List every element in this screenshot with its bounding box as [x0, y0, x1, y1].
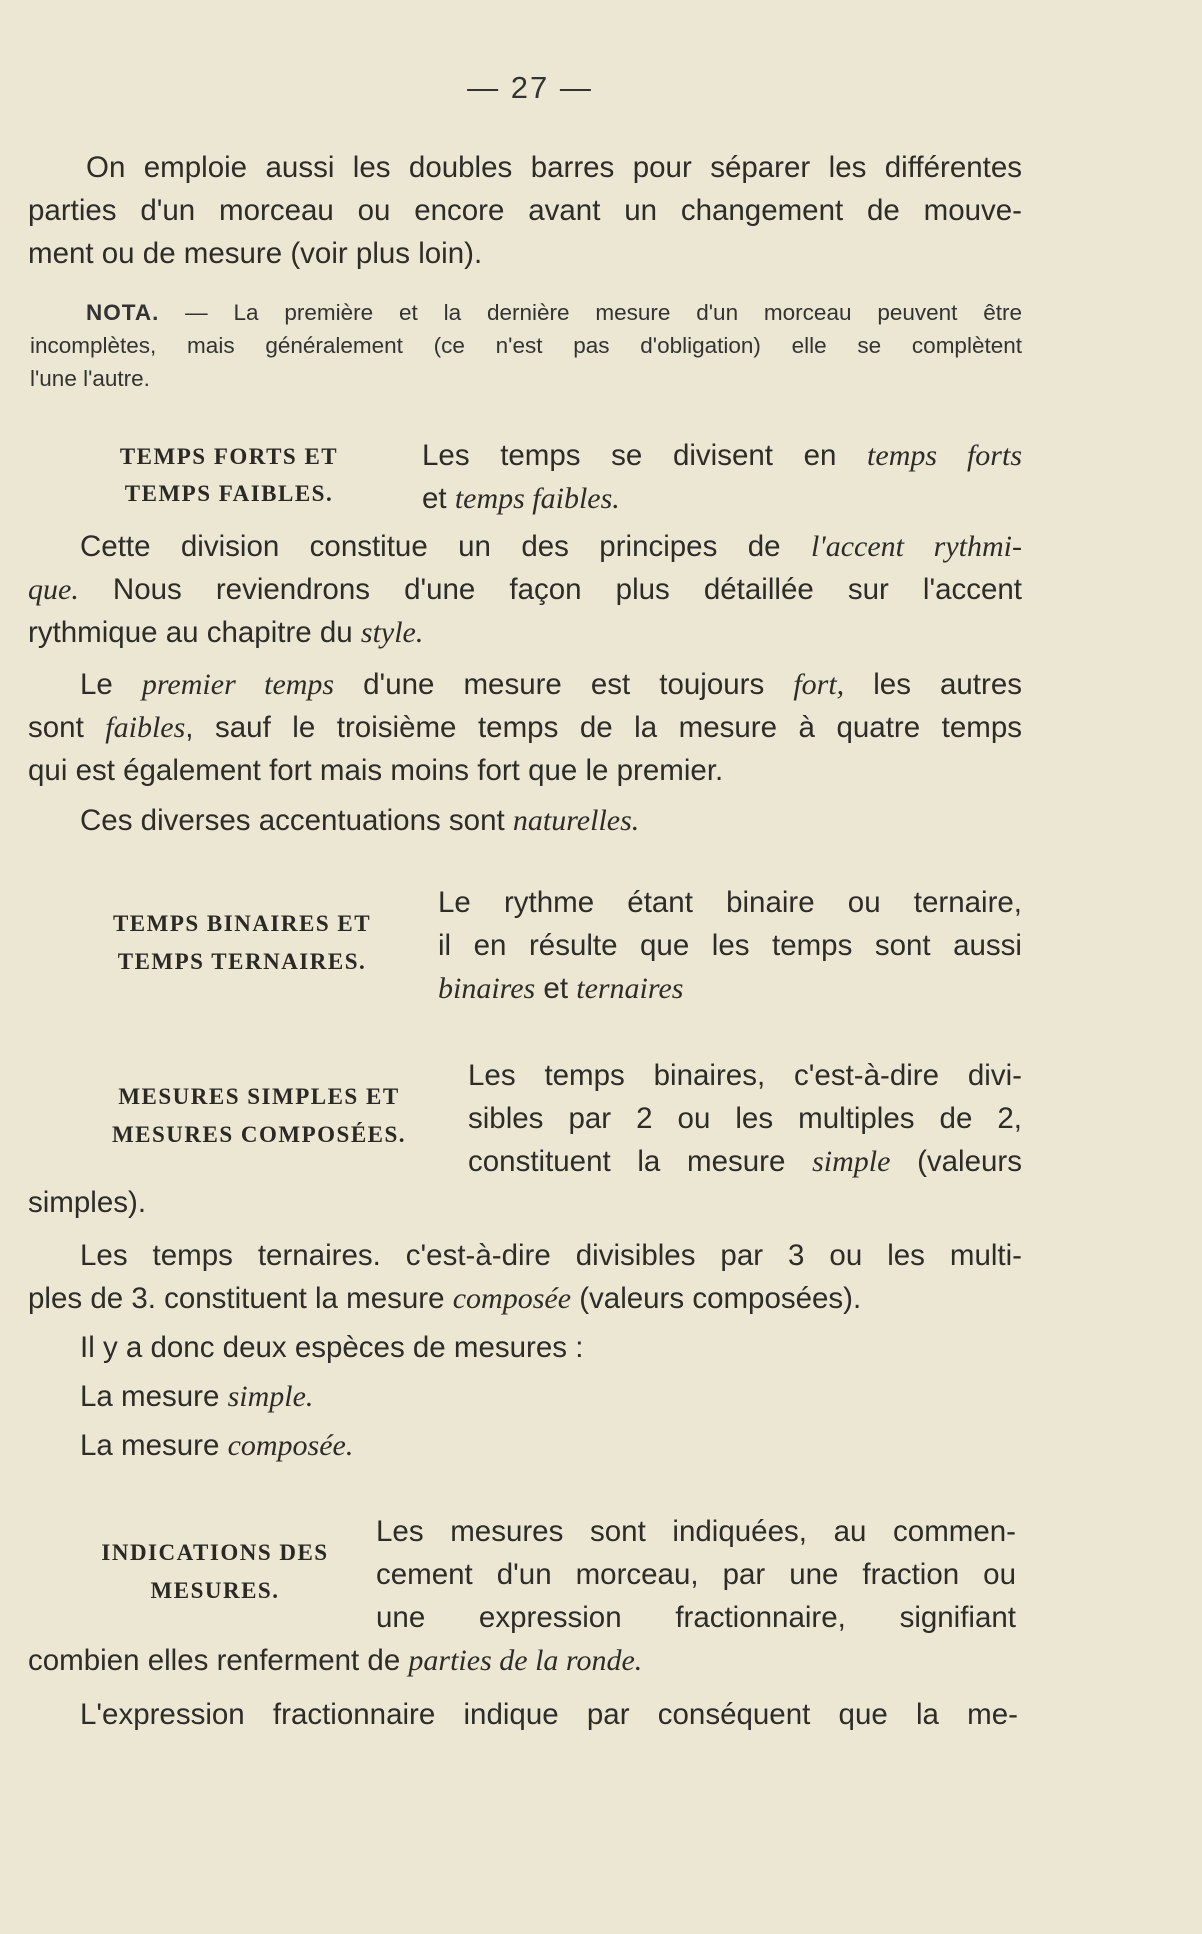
- side-text-mesures-simples: Les temps binaires, c'est-à-dire divi- sibles par 2 ou les multiples de 2, constituent la mesure simple (valeurs: [468, 1059, 1022, 1178]
- paragraph-simples-tail: simples).: [28, 1186, 147, 1219]
- paragraph-expression: L'expression fractionnaire indique par conséquent que la me-: [80, 1698, 1018, 1731]
- nota-line: incomplètes, mais généralement (ce n'est pas d'obligation) elle se complètent: [30, 333, 1022, 358]
- side-heading-temps-forts: TEMPS FORTS ET TEMPS FAIBLES.: [119, 444, 339, 506]
- paragraph-mesure-simple: La mesure simple.: [80, 1380, 314, 1413]
- side-text-temps-forts: Les temps se divisent en temps forts et temps faibles.: [422, 439, 1022, 515]
- paragraph-accentuations: Ces diverses accentuations sont naturelles.: [80, 804, 640, 837]
- side-heading-temps-binaires: TEMPS BINAIRES ET TEMPS TERNAIRES.: [112, 911, 372, 974]
- text-line: ment ou de mesure (voir plus loin).: [28, 237, 483, 270]
- side-heading-mesures-simples: MESURES SIMPLES ET MESURES COMPOSÉES.: [111, 1084, 407, 1147]
- paragraph-ternaires: Les temps ternaires. c'est-à-dire divisibles par 3 ou les multi- ples de 3. constituent la mesure composée (valeurs composées).: [28, 1239, 1022, 1315]
- page-number: — 27 —: [467, 70, 593, 105]
- side-heading-indications: INDICATIONS DES MESURES.: [101, 1540, 329, 1603]
- nota-line: l'une l'autre.: [30, 366, 150, 391]
- paragraph-mesure-composee: La mesure composée.: [80, 1429, 354, 1462]
- paragraph-double-bars-cont: [28, 189, 1022, 275]
- paragraph-premier-temps: Le premier temps d'une mesure est toujours fort, les autres sont faibles, sauf le troisième temps de la mesure à quatre temps qui est également fort mais moins fort que le premier.: [28, 668, 1022, 787]
- text-line: parties d'un morceau ou encore avant un changement de mouve-: [28, 194, 1022, 227]
- nota-label: NOTA.: [86, 300, 160, 325]
- side-text-temps-binaires: Le rythme étant binaire ou ternaire, il en résulte que les temps sont aussi binaires et ternaires: [438, 886, 1022, 1005]
- text-line: On emploie aussi les doubles barres pour séparer les différentes: [86, 151, 1022, 184]
- paragraph-division: Cette division constitue un des principes de l'accent rythmi- que. Nous reviendrons d'une façon plus détaillée sur l'accent rythmique au chapitre du style.: [28, 530, 1022, 649]
- side-text-indications: Les mesures sont indiquées, au commen- cement d'un morceau, par une fraction ou une expression fractionnaire, signifiant: [376, 1515, 1016, 1634]
- paragraph-indications-tail: combien elles renferment de parties de la ronde.: [28, 1644, 643, 1677]
- paragraph-especes: Il y a donc deux espèces de mesures :: [80, 1331, 584, 1364]
- nota-line: NOTA. — La première et la dernière mesure d'un morceau peuvent être: [86, 300, 1022, 325]
- paragraph-double-bars: [86, 146, 1022, 189]
- nota-note: [30, 296, 1022, 395]
